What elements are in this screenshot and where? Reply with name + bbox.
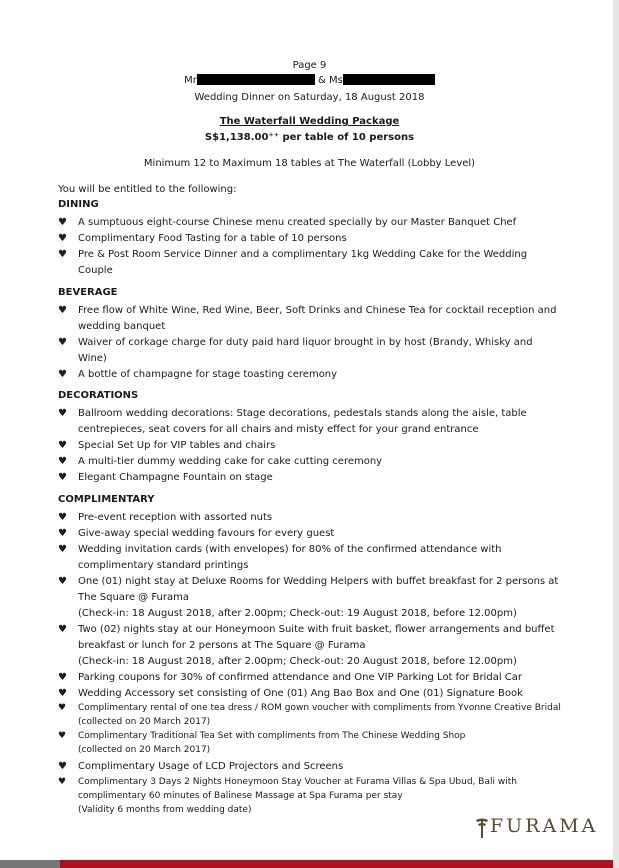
heart-bullet-icon: ♥	[58, 672, 67, 683]
heart-bullet-icon: ♥	[58, 440, 67, 451]
list-item: ♥ Special Set Up for VIP tables and chairs	[58, 438, 563, 454]
heart-bullet-icon: ♥	[58, 408, 67, 419]
list-item: ♥ Complimentary rental of one tea dress / ROM gown voucher with compliments from Yvonne Creative Bridal (collected on 20 March 2017)	[58, 703, 561, 727]
list-item-note: (collected on 20 March 2017)	[78, 745, 211, 755]
furama-emblem-icon	[474, 817, 490, 839]
heart-bullet-icon: ♥	[58, 305, 67, 316]
heart-bullet-icon: ♥	[58, 761, 67, 772]
heart-bullet-icon: ♥	[58, 337, 67, 348]
heart-bullet-icon: ♥	[58, 456, 67, 467]
couple-names	[0, 74, 619, 86]
furama-logo	[474, 815, 599, 841]
heart-bullet-icon: ♥	[58, 777, 67, 787]
list-item: ♥ Complimentary Food Tasting for a table of 10 persons	[58, 231, 563, 247]
list-item-note: (Validity 6 months from wedding date)	[78, 805, 252, 815]
heart-bullet-icon: ♥	[58, 576, 67, 587]
heart-bullet-icon: ♥	[58, 544, 67, 555]
heart-bullet-icon: ♥	[58, 624, 67, 635]
heart-bullet-icon: ♥	[58, 249, 67, 260]
redaction-bar	[343, 74, 435, 85]
footer-bar-accent	[0, 860, 60, 868]
list-item: ♥ Parking coupons for 30% of confirmed attendance and One VIP Parking Lot for Bridal Car	[58, 670, 563, 686]
redaction-bar	[197, 74, 315, 85]
list-item-note: (Check-in: 18 August 2018, after 2.00pm; Check-out: 20 August 2018, before 12.00pm)	[78, 656, 517, 667]
page-edge	[613, 0, 619, 868]
section-heading-complimentary: COMPLIMENTARY	[58, 494, 155, 505]
list-item-note: (Check-in: 18 August 2018, after 2.00pm; Check-out: 19 August 2018, before 12.00pm)	[78, 608, 517, 619]
heart-bullet-icon: ♥	[58, 217, 67, 228]
list-item: ♥ Pre-event reception with assorted nuts	[58, 510, 563, 526]
list-item: ♥ Complimentary 3 Days 2 Nights Honeymoon Stay Voucher at Furama Villas & Spa Ubud, Bali with complimentary 60 minutes of Balinese Massage at Spa Furama per stay	[58, 777, 517, 801]
heart-bullet-icon: ♥	[58, 369, 67, 380]
intro-text: You will be entitled to the following:	[58, 184, 237, 195]
section-heading-dining: DINING	[58, 199, 99, 210]
package-price: S$1,138.00⁺⁺ per table of 10 persons	[204, 132, 415, 143]
heart-bullet-icon: ♥	[58, 472, 67, 483]
list-item: ♥ Wedding invitation cards (with envelopes) for 80% of the confirmed attendance with complimentary standard printings	[58, 544, 502, 571]
package-title: The Waterfall Wedding Package	[219, 116, 400, 127]
heart-bullet-icon: ♥	[58, 731, 67, 741]
logo-text: FURAMA	[490, 815, 599, 837]
list-item: ♥ A multi-tier dummy wedding cake for cake cutting ceremony	[58, 454, 563, 470]
name-mid: & Ms	[318, 75, 343, 86]
list-item: ♥ Wedding Accessory set consisting of One (01) Ang Bao Box and One (01) Signature Book	[58, 686, 563, 702]
footer-bar	[0, 860, 619, 868]
list-item: ♥ A sumptuous eight-course Chinese menu created specially by our Master Banquet Chef	[58, 215, 563, 231]
section-heading-beverage: BEVERAGE	[58, 287, 118, 298]
table-minimum: Minimum 12 to Maximum 18 tables at The Waterfall (Lobby Level)	[143, 158, 476, 169]
list-item: ♥ Elegant Champagne Fountain on stage	[58, 470, 563, 486]
event-subtitle: Wedding Dinner on Saturday, 18 August 2018	[194, 92, 425, 103]
page-number: Page 9	[292, 60, 327, 71]
list-item: ♥ Give-away special wedding favours for every guest	[58, 526, 563, 542]
list-item: ♥ Complimentary Traditional Tea Set with compliments from The Chinese Wedding Shop	[58, 731, 466, 741]
list-item: ♥ Complimentary Usage of LCD Projectors and Screens	[58, 759, 563, 775]
section-heading-decorations: DECORATIONS	[58, 390, 139, 401]
name-prefix: Mr	[184, 75, 197, 86]
list-item: ♥ Free flow of White Wine, Red Wine, Beer, Soft Drinks and Chinese Tea for cocktail reception and wedding banquet	[58, 305, 557, 332]
heart-bullet-icon: ♥	[58, 703, 67, 713]
heart-bullet-icon: ♥	[58, 528, 67, 539]
heart-bullet-icon: ♥	[58, 233, 67, 244]
list-item: ♥ One (01) night stay at Deluxe Rooms for Wedding Helpers with buffet breakfast for 2 persons at The Square @ Furama	[58, 576, 559, 603]
heart-bullet-icon: ♥	[58, 688, 67, 699]
list-item: ♥ Ballroom wedding decorations: Stage decorations, pedestals stands along the aisle, table centrepieces, seat covers for all chairs and misty effect for your grand entrance	[58, 408, 527, 435]
list-item: ♥ Waiver of corkage charge for duty paid hard liquor brought in by host (Brandy, Whisky and Wine)	[58, 337, 533, 364]
list-item: ♥ A bottle of champagne for stage toasting ceremony	[58, 367, 563, 383]
list-item: ♥ Two (02) nights stay at our Honeymoon Suite with fruit basket, flower arrangements and buffet breakfast or lunch for 2 persons at The Square @ Furama	[58, 624, 555, 651]
list-item: ♥ Pre & Post Room Service Dinner and a complimentary 1kg Wedding Cake for the Wedding Couple	[58, 249, 528, 276]
heart-bullet-icon: ♥	[58, 512, 67, 523]
